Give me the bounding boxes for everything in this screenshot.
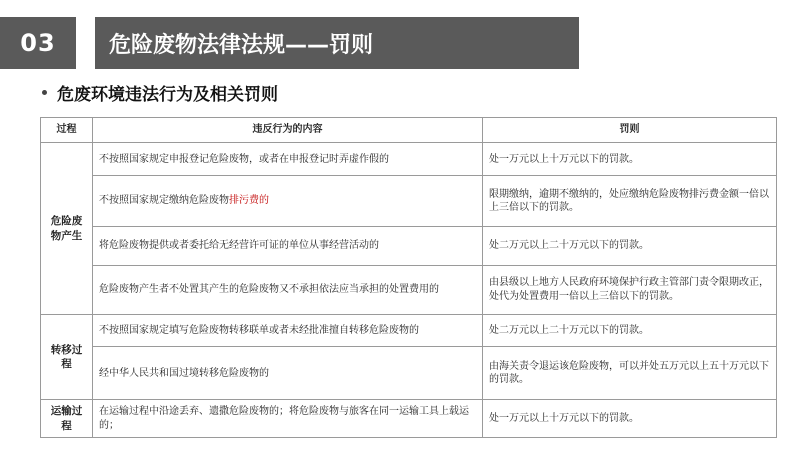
- penalty-table: [40, 117, 777, 438]
- action-cell: 将危险废物提供或者委托给无经营许可证的单位从事经营活动的: [93, 227, 483, 266]
- table-row: [41, 176, 777, 227]
- table-row: [41, 314, 777, 347]
- process-cell-transfer: 转移过程: [41, 314, 93, 400]
- bullet-dot-icon: [42, 90, 47, 95]
- penalty-cell: 处一万元以上十万元以下的罚款。: [483, 400, 777, 438]
- table-header-row: [41, 118, 777, 143]
- penalty-cell: 处二万元以上二十万元以下的罚款。: [483, 227, 777, 266]
- table-row: [41, 143, 777, 176]
- action-cell: [93, 176, 483, 227]
- table-row: [41, 265, 777, 314]
- action-cell: 在运输过程中沿途丢弃、遗撒危险废物的；将危险废物与旅客在同一运输工具上载运的；: [93, 400, 483, 438]
- header-action: 违反行为的内容: [93, 118, 483, 143]
- section-number: 03: [0, 17, 76, 69]
- action-cell: 经中华人民共和国过境转移危险废物的: [93, 347, 483, 400]
- process-cell-transport: 运输过程: [41, 400, 93, 438]
- action-cell: 不按照国家规定填写危险废物转移联单或者未经批准擅自转移危险废物的: [93, 314, 483, 347]
- subtitle-text: 危废环境违法行为及相关罚则: [57, 85, 278, 105]
- penalty-cell: 处二万元以上二十万元以下的罚款。: [483, 314, 777, 347]
- header-process: 过程: [41, 118, 93, 143]
- table-row: [41, 400, 777, 438]
- action-cell: 不按照国家规定申报登记危险废物，或者在申报登记时弄虚作假的: [93, 143, 483, 176]
- action-text: 不按照国家规定缴纳危险废物: [99, 195, 229, 207]
- penalty-cell: 限期缴纳，逾期不缴纳的，处应缴纳危险废物排污费金额一倍以上三倍以下的罚款。: [483, 176, 777, 227]
- highlighted-term: 排污费的: [229, 195, 269, 207]
- header-penalty: 罚则: [483, 118, 777, 143]
- table-row: [41, 227, 777, 266]
- page-title: 危险废物法律法规——罚则: [95, 17, 579, 69]
- process-cell-generation: 危险废物产生: [41, 143, 93, 314]
- penalty-cell: 由海关责令退运该危险废物，可以并处五万元以上五十万元以下的罚款。: [483, 347, 777, 400]
- section-subtitle: [42, 80, 278, 105]
- penalty-cell: 处一万元以上十万元以下的罚款。: [483, 143, 777, 176]
- penalty-cell: 由县级以上地方人民政府环境保护行政主管部门责令限期改正，处代为处置费用一倍以上三倍以下的罚款。: [483, 265, 777, 314]
- table-row: [41, 347, 777, 400]
- action-cell: 危险废物产生者不处置其产生的危险废物又不承担依法应当承担的处置费用的: [93, 265, 483, 314]
